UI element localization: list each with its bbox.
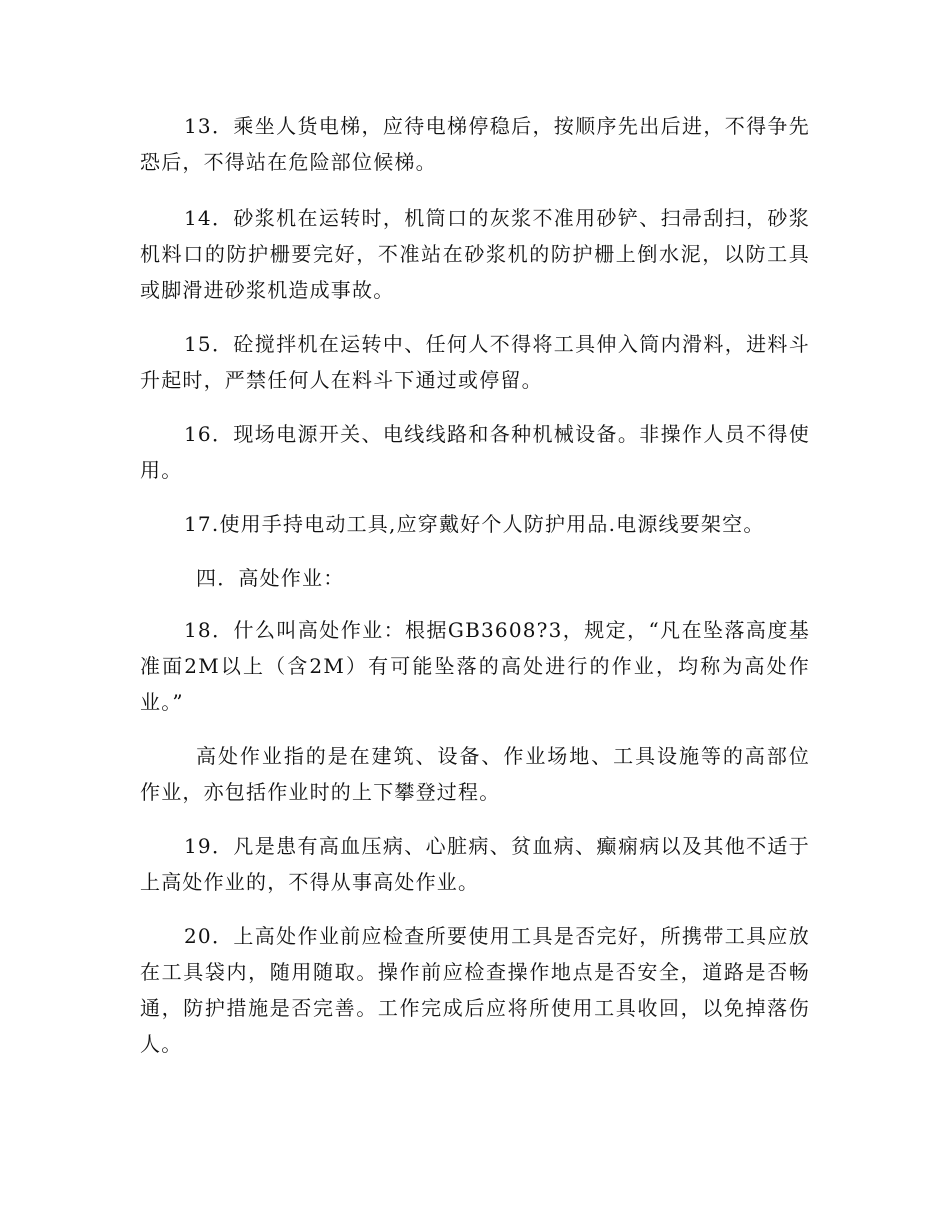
paragraph-15: 15．砼搅拌机在运转中、任何人不得将工具伸入筒内滑料，进料斗升起时，严禁任何人在料斗下通过或停留。 xyxy=(140,332,810,392)
paragraph-13: 13．乘坐人货电梯，应待电梯停稳后，按顺序先出后进，不得争先恐后，不得站在危险部位候梯。 xyxy=(140,114,810,174)
paragraph-16: 16．现场电源开关、电线线路和各种机械设备。非操作人员不得使用。 xyxy=(140,422,810,482)
paragraph-18-note: 高处作业指的是在建筑、设备、作业场地、工具设施等的高部位作业，亦包括作业时的上下攀登过程。 xyxy=(140,744,810,804)
paragraph-18: 18．什么叫高处作业：根据GB3608?3，规定，“凡在坠落高度基准面2M以上（含2M）有可能坠落的高处进行的作业，均称为高处作业。” xyxy=(140,618,810,714)
section-heading-4: 四．高处作业： xyxy=(196,566,345,590)
paragraph-20: 20．上高处作业前应检查所要使用工具是否完好，所携带工具应放在工具袋内，随用随取。操作前应检查操作地点是否安全，道路是否畅通，防护措施是否完善。工作完成后应将所使用工具收回，以免掉落伤人。 xyxy=(140,924,810,1056)
paragraph-14: 14．砂浆机在运转时，机筒口的灰浆不准用砂铲、扫帚刮扫，砂浆机料口的防护栅要完好，不准站在砂浆机的防护栅上倒水泥，以防工具或脚滑进砂浆机造成事故。 xyxy=(140,206,810,302)
paragraph-19: 19．凡是患有高血压病、心脏病、贫血病、癫痫病以及其他不适于上高处作业的，不得从事高处作业。 xyxy=(140,834,810,894)
paragraph-17: 17.使用手持电动工具,应穿戴好个人防护用品.电源线要架空。 xyxy=(184,512,765,536)
